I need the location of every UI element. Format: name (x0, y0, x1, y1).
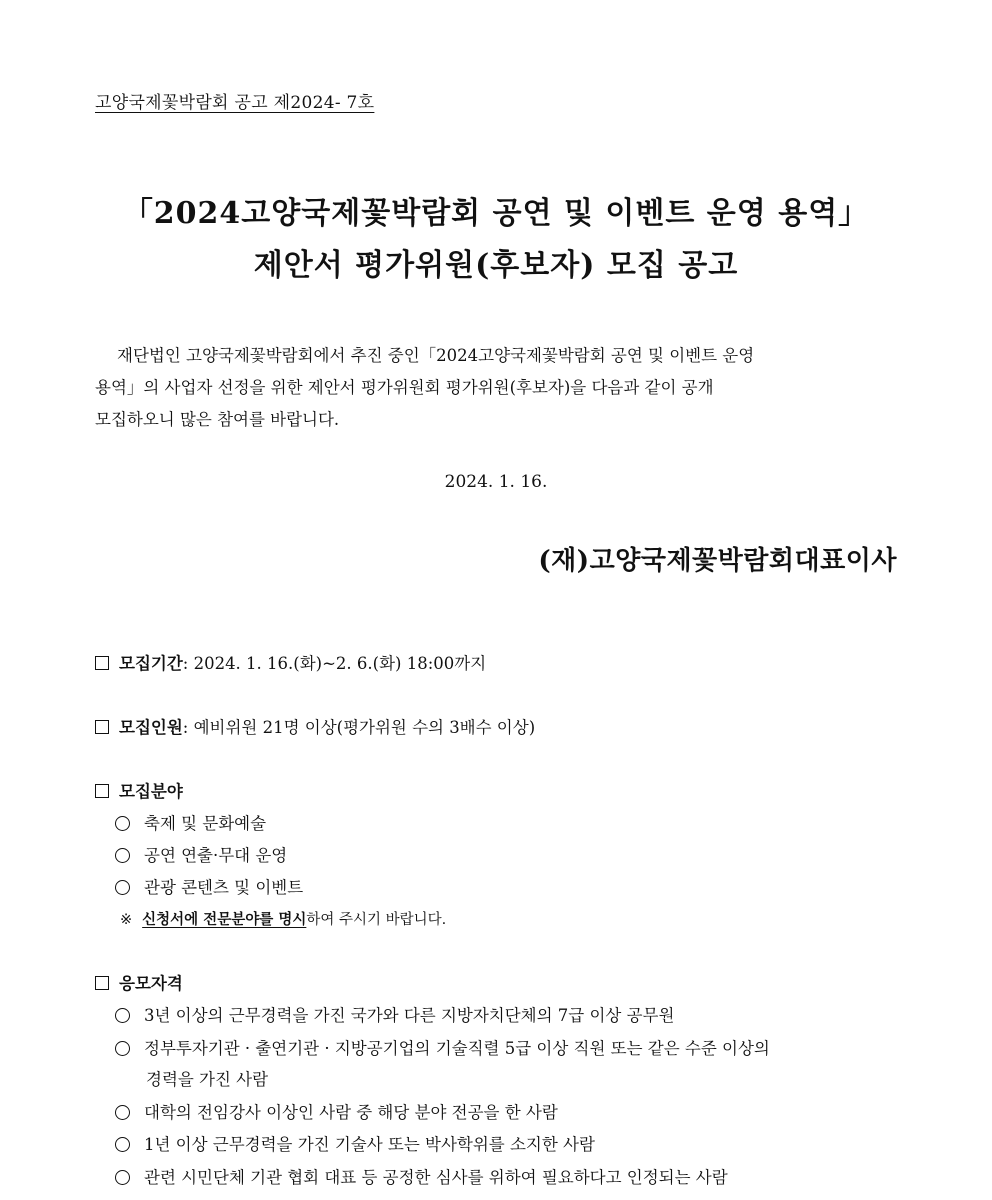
list-item: 정부투자기관 · 출연기관 · 지방공기업의 기술직렬 5급 이상 직원 또는 같은 수준 이상의 (115, 1035, 770, 1059)
list-item: 공연 연출·무대 운영 (115, 842, 287, 866)
section-period-label: 모집기간 (119, 654, 183, 673)
circle-bullet-icon (115, 1137, 130, 1152)
checkbox-square-icon (95, 720, 109, 734)
list-item: 축제 및 문화예술 (115, 810, 266, 834)
list-item: 1년 이상 근무경력을 가진 기술사 또는 박사학위를 소지한 사람 (115, 1131, 595, 1155)
notice-number: 고양국제꽃박람회 공고 제2024- 7호 (95, 93, 375, 113)
title-line-2: 제안서 평가위원(후보자) 모집 공고 (253, 248, 739, 283)
section-period-value: : 2024. 1. 16.(화)~2. 6.(화) 18:00까지 (182, 654, 487, 673)
reference-mark: ※ (120, 912, 133, 928)
list-item-continuation: 경력을 가진 사람 (146, 1070, 269, 1089)
checkbox-square-icon (95, 784, 109, 798)
circle-bullet-icon (115, 816, 130, 831)
list-item: 관련 시민단체 기관 협회 대표 등 공정한 심사를 위하여 필요하다고 인정되는 사람 (115, 1164, 728, 1188)
section-period (95, 650, 486, 674)
list-item: 관광 콘텐츠 및 이벤트 (115, 874, 303, 898)
intro-line-1: 재단법인 고양국제꽃박람회에서 추진 중인「2024고양국제꽃박람회 공연 및 이벤트 운영 (117, 346, 755, 365)
checkbox-square-icon (95, 976, 109, 990)
section-recruits-value: : 예비위원 21명 이상(평가위원 수의 3배수 이상) (182, 718, 536, 737)
section-qualifications-label: 응모자격 (119, 974, 183, 993)
intro-line-2: 용역」의 사업자 선정을 위한 제안서 평가위원회 평가위원(후보자)을 다음과 같이 공개 (95, 378, 714, 397)
section-recruits (95, 714, 535, 738)
circle-bullet-icon (115, 1105, 130, 1120)
section-fields-label: 모집분야 (119, 782, 183, 801)
section-qualifications (95, 970, 183, 994)
circle-bullet-icon (115, 1041, 130, 1056)
intro-line-3: 모집하오니 많은 참여를 바랍니다. (95, 410, 340, 429)
note-rest: 하여 주시기 바랍니다. (306, 912, 447, 928)
section-fields (95, 778, 183, 802)
intro-paragraph (95, 340, 895, 436)
note-emphasis: 신청서에 전문분야를 명시 (142, 912, 307, 928)
section-recruits-label: 모집인원 (119, 718, 183, 737)
fields-note (120, 908, 446, 929)
circle-bullet-icon (115, 1170, 130, 1185)
title-line-1: 「2024고양국제꽃박람회 공연 및 이벤트 운영 용역」 (122, 196, 870, 231)
list-item: 대학의 전임강사 이상인 사람 중 해당 분야 전공을 한 사람 (115, 1099, 558, 1123)
list-item: 3년 이상의 근무경력을 가진 국가와 다른 지방자치단체의 7급 이상 공무원 (115, 1002, 674, 1026)
circle-bullet-icon (115, 848, 130, 863)
organization-signature: (재)고양국제꽃박람회대표이사 (538, 546, 897, 576)
circle-bullet-icon (115, 1008, 130, 1023)
circle-bullet-icon (115, 880, 130, 895)
checkbox-square-icon (95, 656, 109, 670)
notice-date: 2024. 1. 16. (444, 472, 548, 492)
